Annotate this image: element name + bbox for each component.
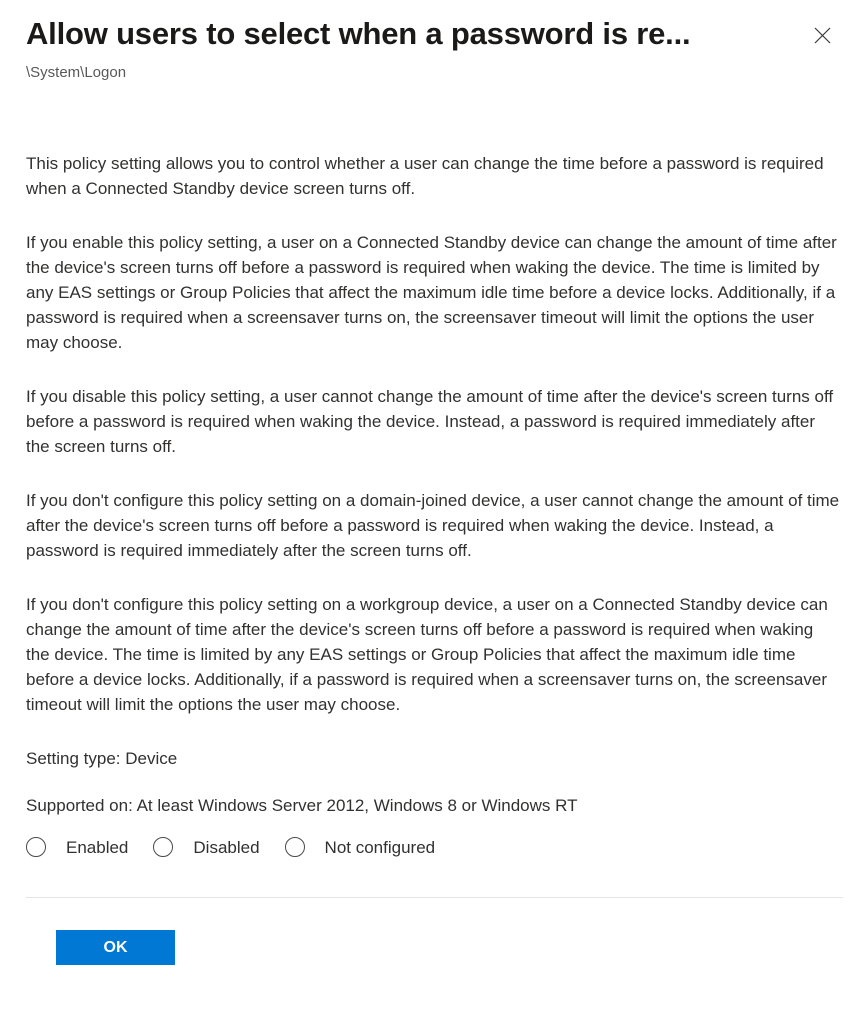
close-icon — [814, 27, 831, 44]
policy-paragraph-enable: If you enable this policy setting, a user on a Connected Standby device can change the amount of time after the device's screen turns off before a password is required when waking the device. The time is limited by any EAS settings or Group Policies that affect the maximum idle time before a device locks. Additionally, if a password is required when a screensaver turns on, the screensaver timeout will limit the options the user may choose. — [26, 233, 837, 352]
policy-paragraph-not-configured-domain: If you don't configure this policy setting on a domain-joined device, a user cannot change the amount of time after the device's screen turns off before a password is required when waking the device. Instead, a password is required immediately after the screen turns off. — [26, 491, 840, 560]
radio-circle-icon[interactable] — [153, 837, 173, 857]
policy-description — [0, 151, 861, 861]
radio-option-disabled[interactable] — [153, 835, 259, 860]
radio-circle-icon[interactable] — [26, 837, 46, 857]
policy-paragraph-disable: If you disable this policy setting, a user cannot change the amount of time after the device's screen turns off before a password is required when waking the device. Instead, a password is required immediately after the screen turns off. — [26, 387, 834, 456]
supported-on-text: Supported on: At least Windows Server 2012, Windows 8 or Windows RT — [26, 796, 578, 815]
pane-header — [0, 0, 861, 82]
policy-state-radio-group — [26, 833, 841, 861]
ok-button[interactable]: OK — [56, 930, 175, 965]
radio-option-not-configured[interactable] — [285, 835, 436, 860]
pane-footer — [0, 898, 861, 965]
setting-type-text: Setting type: Device — [26, 749, 178, 768]
radio-option-not-configured-label: Not configured — [324, 837, 436, 857]
radio-option-enabled[interactable] — [26, 835, 128, 860]
breadcrumb: \System\Logon — [26, 64, 127, 81]
policy-paragraph-overview: This policy setting allows you to control whether a user can change the time before a password is required when a Connected Standby device screen turns off. — [26, 154, 824, 198]
close-button[interactable] — [809, 22, 835, 48]
radio-option-enabled-label: Enabled — [66, 837, 129, 857]
radio-circle-icon[interactable] — [285, 837, 305, 857]
page-title: Allow users to select when a password is re... — [26, 16, 691, 51]
radio-option-disabled-label: Disabled — [193, 837, 260, 857]
policy-paragraph-not-configured-workgroup: If you don't configure this policy setting on a workgroup device, a user on a Connected Standby device can change the amount of time after the device's screen turns off before a password is required when waking the device. The time is limited by any EAS settings or Group Policies that affect the maximum idle time before a device locks. Additionally, if a password is required when a screensaver turns on, the screensaver timeout will limit the options the user may choose. — [26, 595, 828, 714]
